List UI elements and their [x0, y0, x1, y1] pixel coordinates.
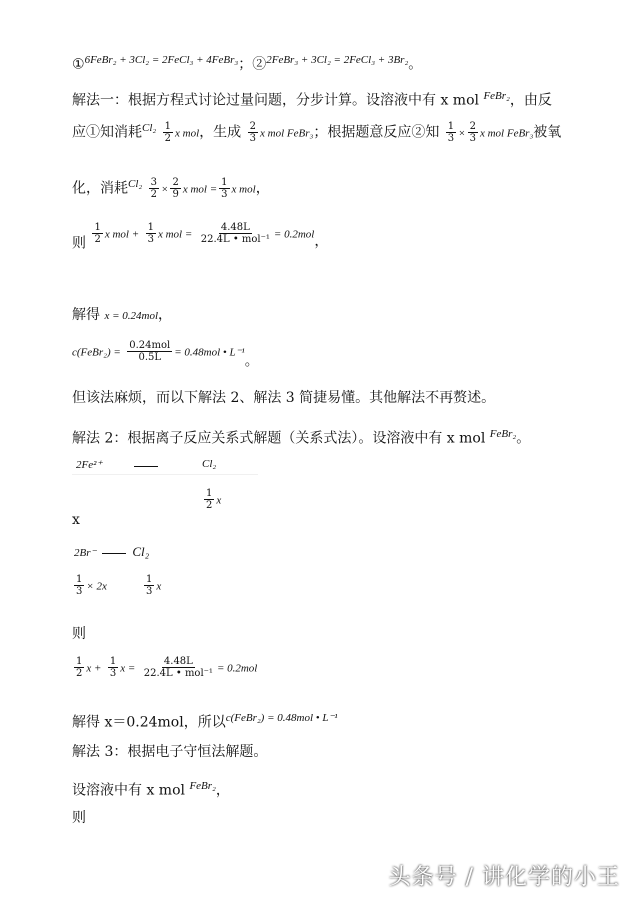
method1-intro: [72, 86, 552, 111]
x-mol-febr3: x mol FeBr₃: [260, 127, 314, 140]
fraction: $\frac{1}{2}$: [94, 222, 101, 245]
reaction-2: 2FeBr₃ + 3Cl₂ = 2FeCl₃ + 3Br₂: [266, 54, 409, 66]
fraction: $\frac{1}{3}$: [147, 222, 154, 245]
text: 被氧: [533, 124, 562, 141]
fraction: $\frac{4.48L}{\text{22.4L • mol⁻¹}}$: [200, 222, 270, 245]
method1-solve: [72, 305, 172, 326]
method1-text-b: ，由反: [509, 92, 552, 109]
fraction-half: $\frac{1}{2}$: [164, 121, 172, 145]
fraction: $\frac{1}{3}$: [109, 656, 117, 679]
half-x: $\frac{1}{2}$ x: [206, 488, 222, 511]
method2-result: [72, 708, 338, 733]
method2-title: [72, 424, 530, 449]
x-mol: x mol: [231, 183, 256, 196]
formula-cl2: Cl₂: [128, 178, 143, 190]
text: ，: [255, 180, 270, 197]
method1-note: 但该法麻烦，而以下解法 2、解法 3 简捷易懂。其他解法不再赘述。: [72, 390, 496, 406]
x-mol: x mol: [175, 127, 200, 140]
conc-result: = 0.48mol • L⁻¹: [174, 346, 245, 359]
text: ；根据题意反应②知: [313, 124, 440, 141]
fraction: $\frac{3}{2}$: [150, 177, 158, 201]
fraction: $\frac{1}{3}$: [221, 177, 228, 201]
term: x mol +: [104, 228, 140, 241]
period: 。: [516, 430, 531, 447]
formula-febr2: FeBr₂: [483, 90, 510, 102]
method2-equation: [72, 656, 257, 679]
text: 应①知消耗: [72, 124, 142, 141]
term: x +: [86, 662, 102, 675]
text: 解得 x＝0.24mol，所以: [72, 714, 226, 731]
method1-concentration: [72, 340, 259, 372]
text: ，生成: [199, 124, 242, 141]
then-label: 则: [72, 810, 86, 826]
circled-2: ②: [252, 56, 267, 73]
method1-equation: [72, 222, 328, 254]
fraction-third: $\frac{1}{3}$: [447, 121, 455, 145]
text: 设溶液中有 x mol: [72, 782, 185, 799]
x-mol-febr3: x mol FeBr₃: [479, 127, 534, 140]
conc-lhs: c(FeBr₂) =: [72, 346, 121, 359]
fraction: $\frac{1}{2}$: [76, 656, 83, 679]
solve-label: 解得: [72, 307, 100, 323]
text: 解法 2：根据离子反应关系式解题（关系式法）。设溶液中有 x mol: [72, 430, 486, 447]
watermark: 头条号 / 讲化学的小王: [388, 865, 620, 890]
method1-text: 解法一：根据方程式讨论过量问题，分步计算。设溶液中有 x mol: [72, 92, 479, 109]
var-x: x: [72, 512, 80, 528]
result: = 0.2mol: [216, 662, 258, 675]
relation-dash: [134, 466, 158, 467]
then-label: 则: [72, 626, 86, 642]
formula-cl2: Cl₂: [202, 458, 217, 470]
x-mol: x mol =: [182, 183, 218, 196]
fraction-two-thirds: $\frac{2}{3}$: [469, 121, 476, 145]
divider: [72, 474, 258, 475]
cl-ratio: $\frac{1}{3}$ x: [146, 574, 162, 597]
times: ×: [161, 183, 169, 196]
reaction-1: 6FeBr₂ + 3Cl₂ = 2FeCl₃ + 4FeBr₃: [84, 54, 239, 66]
comma: ，: [158, 307, 173, 323]
text: 化，消耗: [72, 180, 128, 197]
times: ×: [458, 127, 466, 140]
br-ratio: $\frac{1}{3}$ × 2x: [76, 574, 107, 597]
method3-title: 解法 3：根据电子守恒法解题。: [72, 744, 268, 760]
term: x mol =: [157, 228, 193, 241]
separator: ；: [238, 56, 253, 73]
concentration: c(FeBr₂) = 0.48mol • L⁻¹: [225, 712, 338, 724]
comma: ，: [215, 782, 230, 799]
equation-line: [72, 50, 422, 75]
period: 。: [408, 56, 423, 73]
result: = 0.2mol: [273, 228, 315, 241]
period: 。: [244, 353, 259, 370]
circled-1: ①: [72, 56, 85, 73]
fraction: $\frac{\text{0.24mol}}{0.5L}$: [129, 340, 171, 363]
term: x =: [120, 662, 136, 675]
method1-line2: [72, 118, 561, 144]
formula-cl2: Cl₂: [142, 122, 157, 134]
fraction: $\frac{2}{9}$: [172, 177, 179, 201]
x-value: x = 0.24mol: [104, 310, 159, 322]
fraction: $\frac{4.48L}{\text{22.4L • mol⁻¹}}$: [143, 656, 213, 679]
br-ion: 2Br⁻ Cl₂: [74, 544, 150, 559]
method1-line3: [72, 174, 270, 200]
fe-ion: 2Fe²⁺: [76, 459, 103, 471]
then-label: 则: [72, 235, 86, 252]
formula-febr2: FeBr₂: [489, 428, 517, 440]
method3-setup: [72, 776, 230, 801]
comma: ，: [314, 233, 329, 250]
fraction-two-thirds: $\frac{2}{3}$: [249, 121, 257, 145]
formula-febr2: FeBr₂: [189, 780, 216, 792]
